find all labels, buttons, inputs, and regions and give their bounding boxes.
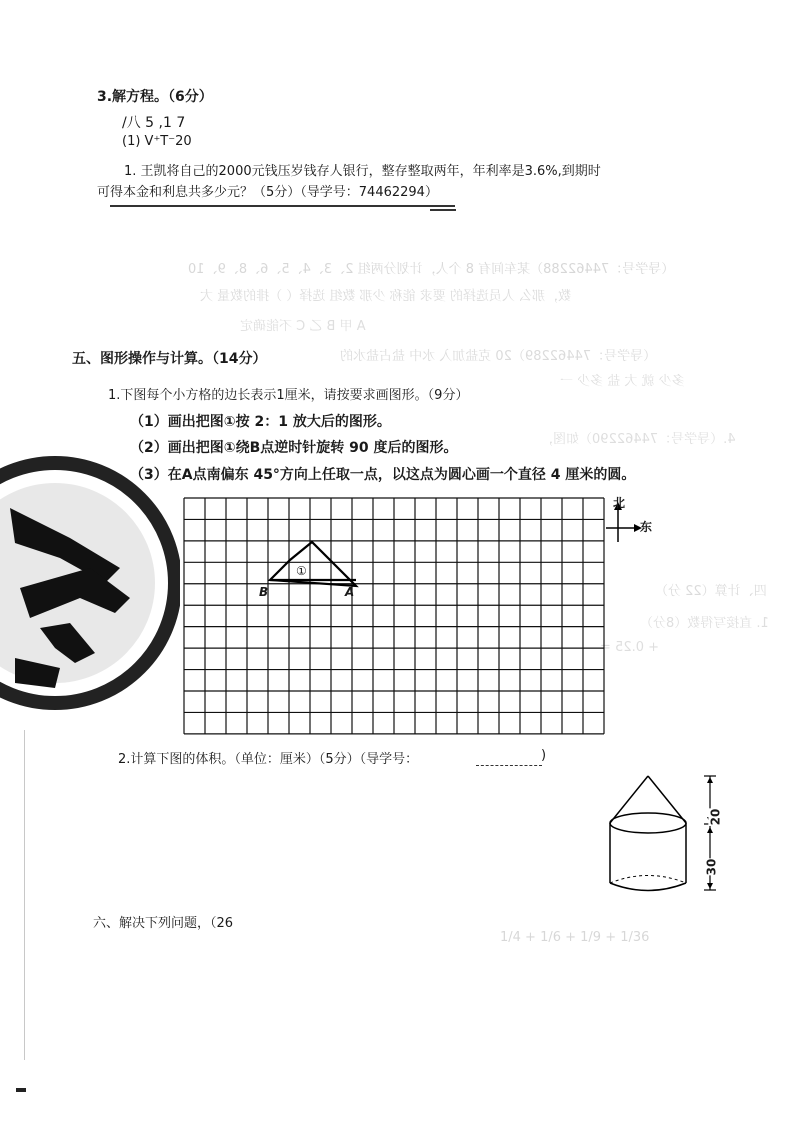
q1-sub1: （1）画出把图①按 2：1 放大后的图形。 <box>130 414 391 430</box>
margin-line <box>24 730 25 1060</box>
bleed-line-9: + 0.25 = <box>600 640 659 655</box>
east-label: 东 <box>640 520 653 534</box>
bleed-line-3: A 甲 B 乙 C 不能确定 <box>240 319 366 334</box>
q3-title: 3.解方程。（6分） <box>97 89 213 105</box>
bleed-line-8: 1. 直接写得数（8分） <box>640 616 769 631</box>
problem1-line-2: 可得本金和利息共多少元？（5分）（导学号：74462294） <box>97 185 438 200</box>
bleed-line-6: 4.（导学号：74462290）如图， <box>540 432 736 447</box>
answer-line-2 <box>430 209 456 211</box>
q2-close: ) <box>541 748 547 763</box>
bleed-line-7: 四、计算（22 分） <box>655 584 767 599</box>
bleed-line-4: （导学号：74462289）20 克盐加入 水中 盐占盐水的 <box>340 349 657 364</box>
problem1-line-1: 1. 王凯将自己的2000元钱压岁钱存人银行，整存整取两年，年利率是3.6%,到期时 <box>124 164 601 179</box>
section5-title: 五、图形操作与计算。（14分） <box>72 351 267 367</box>
north-label: 北 <box>613 496 626 510</box>
bleed-line-2: 数，那么 人员选择的 要求 能称 少那 数组 选择（ ）排的数量 大 <box>200 289 572 304</box>
point-b-label: B <box>259 585 269 599</box>
bleed-line-1: （导学号：74462288）某车间有 8 个人，计划分两组 2、3、4、5、6、8、9、10 <box>188 262 675 277</box>
bleed-line-5: 多少 就 大 盐 多少 一 <box>560 374 685 389</box>
q1-sub3: （3）在A点南偏东 45°方向上任取一点，以这点为圆心画一个直径 4 厘米的圆。 <box>130 467 636 483</box>
q1-intro: 1.下图每个小方格的边长表示1厘米，请按要求画图形。（9分） <box>108 388 469 403</box>
section6-title: 六、解决下列问题，（26 <box>93 916 234 931</box>
answer-line <box>110 205 455 207</box>
dimension-cone-height: 20 <box>708 808 723 826</box>
q2-blank <box>476 765 542 766</box>
shape-label-1: ① <box>296 564 307 578</box>
square-grid <box>150 480 605 740</box>
bleed-line-10: 1/4 + 1/6 + 1/9 + 1/36 <box>500 930 650 945</box>
q3-equation-line-1: /八 5 ,1 7 <box>122 115 186 131</box>
dimension-cylinder-height: 30 <box>704 858 719 876</box>
q1-sub2: （2）画出把图①绕B点逆时针旋转 90 度后的图形。 <box>130 440 458 456</box>
point-a-label: A <box>345 585 355 599</box>
q3-equation-line-2: (1) V⁺T⁻20 <box>122 134 192 149</box>
cone-cylinder-figure <box>598 768 728 898</box>
q2-text: 2.计算下图的体积。（单位：厘米）（5分）（导学号： <box>118 752 419 767</box>
margin-mark <box>16 1088 26 1092</box>
